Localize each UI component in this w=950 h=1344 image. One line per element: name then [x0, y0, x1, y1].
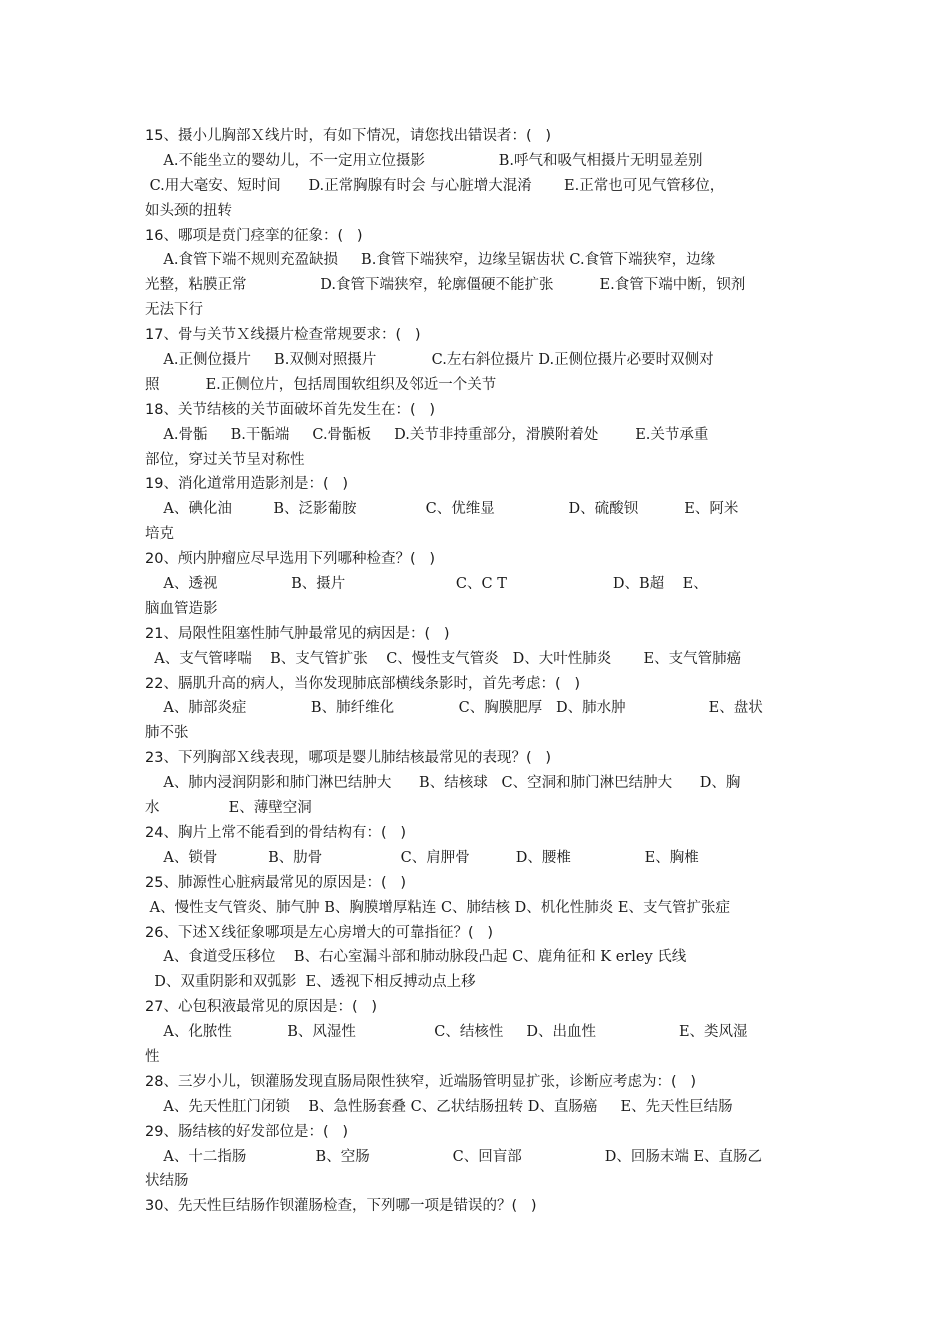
question-line: 26、下述Ｘ线征象哪项是左心房增大的可靠指征？( ) [145, 924, 494, 941]
option-line: 无法下行 [145, 302, 203, 319]
question-line: 18、关节结核的关节面破坏首先发生在：( ) [145, 401, 436, 418]
question-line: 21、局限性阻塞性肺气肿最常见的病因是：( ) [145, 625, 450, 642]
option-line: 照 E.正侧位片，包括周围软组织及邻近一个关节 [145, 376, 497, 393]
option-line: A、锁骨 B、肋骨 C、肩胛骨 D、腰椎 E、胸椎 [145, 849, 699, 866]
option-line: 状结肠 [145, 1173, 189, 1190]
question-line: 23、下列胸部Ｘ线表现，哪项是婴儿肺结核最常见的表现？( ) [145, 750, 552, 767]
exam-page [145, 124, 810, 1219]
option-line: 肺不张 [145, 725, 189, 742]
option-line: 培克 [145, 526, 174, 543]
option-line: 如头颈的扭转 [145, 202, 232, 219]
question-line: 27、心包积液最常见的原因是：( ) [145, 999, 378, 1016]
option-line: A.骨骺 B.干骺端 C.骨骺板 D.关节非持重部分，滑膜附着处 E.关节承重 [145, 426, 709, 443]
option-line: A、肺内浸润阴影和肺门淋巴结肿大 B、结核球 C、空洞和肺门淋巴结肿大 D、胸 [145, 775, 741, 792]
option-line: C.用大毫安、短时间 D.正常胸腺有时会 与心脏增大混淆 E.正常也可见气管移位， [145, 177, 725, 194]
option-line: 脑血管造影 [145, 600, 218, 617]
option-line: 部位，穿过关节呈对称性 [145, 451, 305, 468]
option-line: A、透视 B、摄片 C、C T D、B超 E、 [145, 576, 708, 593]
option-line: D、双重阴影和双弧影 E、透视下相反搏动点上移 [145, 974, 476, 991]
question-line: 16、哪项是贲门痉挛的征象：( ) [145, 227, 363, 244]
question-line: 24、胸片上常不能看到的骨结构有：( ) [145, 824, 407, 841]
option-line: A.不能坐立的婴幼儿，不一定用立位摄影 B.呼气和吸气相摄片无明显差别 [145, 152, 703, 169]
option-line: A、食道受压移位 B、右心室漏斗部和肺动脉段凸起 C、鹿角征和 K erley 氏线 [145, 949, 687, 966]
question-line: 20、颅内肿瘤应尽早选用下列哪种检查？( ) [145, 551, 436, 568]
question-line: 15、摄小儿胸部Ｘ线片时，有如下情况，请您找出错误者：( ) [145, 128, 552, 144]
question-line: 28、三岁小儿，钡灌肠发现直肠局限性狭窄，近端肠管明显扩张，诊断应考虑为：( ) [145, 1073, 697, 1090]
question-line: 17、骨与关节Ｘ线摄片检查常规要求：( ) [145, 327, 421, 344]
option-line: A.食管下端不规则充盈缺损 B.食管下端狭窄，边缘呈锯齿状 C.食管下端狭窄，边缘 [145, 252, 716, 269]
option-line: 水 E、薄壁空洞 [145, 800, 312, 817]
option-line: 性 [145, 1048, 160, 1065]
option-line: A、化脓性 B、风湿性 C、结核性 D、出血性 E、类风湿 [145, 1024, 748, 1041]
option-line: A、十二指肠 B、空肠 C、回盲部 D、回肠末端 E、直肠乙 [145, 1148, 763, 1165]
option-line: A、碘化油 B、泛影葡胺 C、优维显 D、硫酸钡 E、阿米 [145, 501, 739, 518]
option-line: A、慢性支气管炎、肺气肿 B、胸膜增厚粘连 C、肺结核 D、机化性肺炎 E、支气管扩张症 [145, 899, 730, 916]
option-line: 光整，粘膜正常 D.食管下端狭窄，轮廓僵硬不能扩张 E.食管下端中断，钡剂 [145, 277, 746, 294]
option-line: A、先天性肛门闭锁 B、急性肠套叠 C、乙状结肠扭转 D、直肠癌 E、先天性巨结肠 [145, 1098, 733, 1115]
option-line: A、支气管哮喘 B、支气管扩张 C、慢性支气管炎 D、大叶性肺炎 E、支气管肺癌 [145, 650, 742, 667]
option-line: A、肺部炎症 B、肺纤维化 C、胸膜肥厚 D、肺水肿 E、盘状 [145, 700, 763, 717]
question-line: 29、肠结核的好发部位是：( ) [145, 1123, 349, 1140]
question-line: 25、肺源性心脏病最常见的原因是：( ) [145, 874, 407, 891]
question-line: 30、先天性巨结肠作钡灌肠检查，下列哪一项是错误的？( ) [145, 1198, 537, 1215]
question-line: 19、消化道常用造影剂是：( ) [145, 476, 349, 493]
option-line: A.正侧位摄片 B.双侧对照摄片 C.左右斜位摄片 D.正侧位摄片必要时双侧对 [145, 352, 714, 369]
question-line: 22、膈肌升高的病人，当你发现肺底部横线条影时，首先考虑：( ) [145, 675, 581, 692]
